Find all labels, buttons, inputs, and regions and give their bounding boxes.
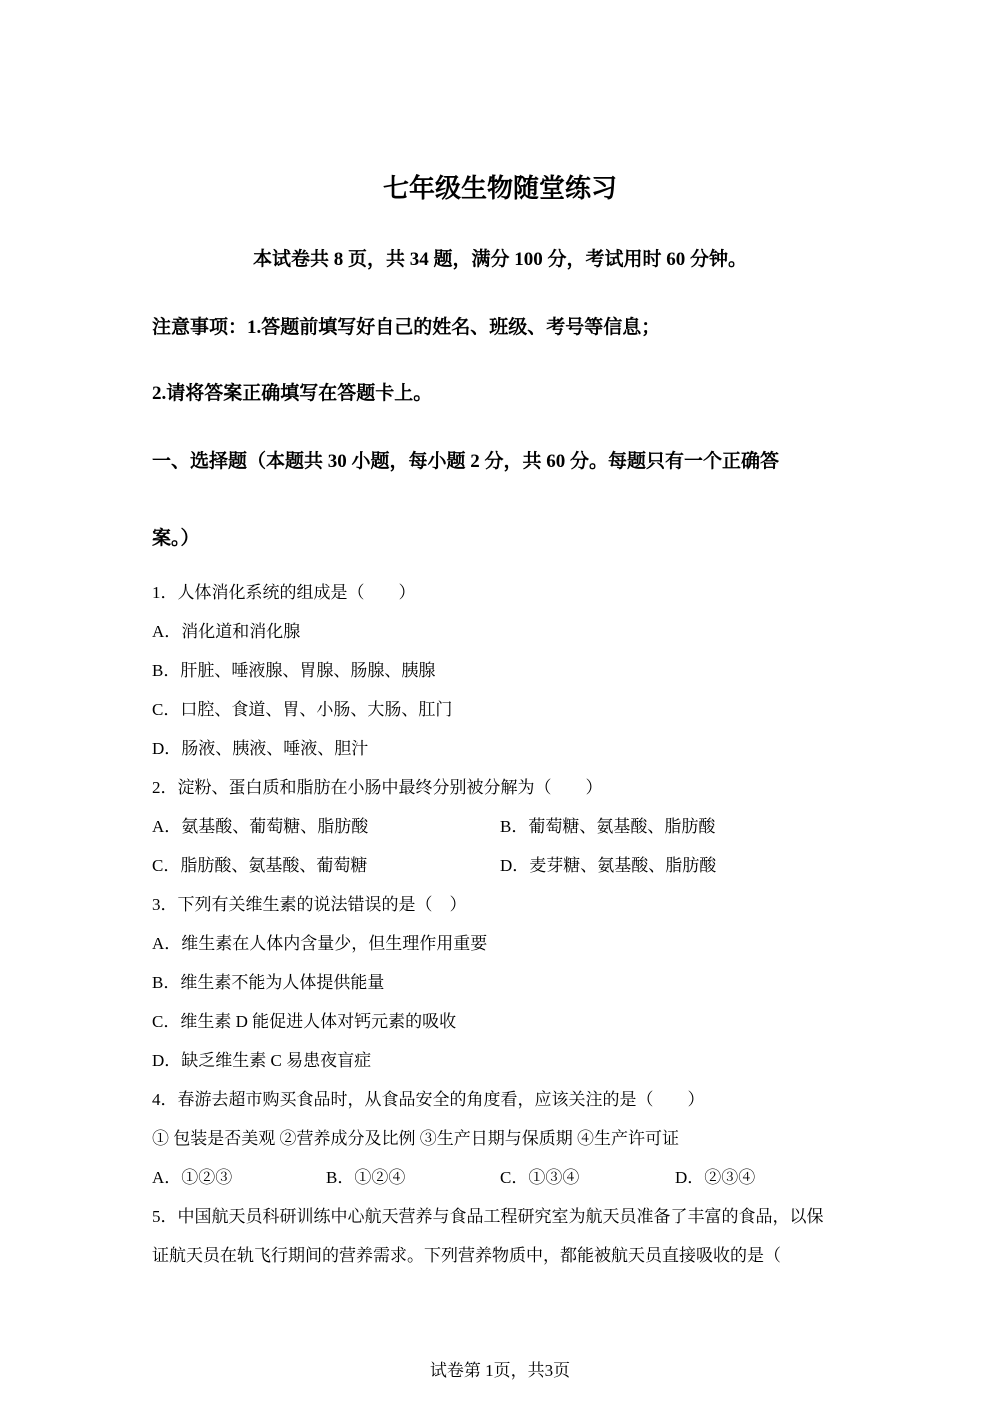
- question-3-option-b: B．维生素不能为人体提供能量: [152, 973, 385, 992]
- question-4-option-d: D．②③④: [675, 1168, 756, 1187]
- question-1-option-d: D．肠液、胰液、唾液、胆汁: [152, 739, 369, 758]
- question-3-option-a: A．维生素在人体内含量少，但生理作用重要: [152, 934, 488, 953]
- question-4-option-c: C．①③④: [500, 1168, 580, 1187]
- question-3-option-c: C．维生素 D 能促进人体对钙元素的吸收: [152, 1012, 457, 1031]
- question-5-stem: 5．中国航天员科研训练中心航天营养与食品工程研究室为航天员准备了丰富的食品，以保: [152, 1207, 824, 1226]
- question-3-option-d: D．缺乏维生素 C 易患夜盲症: [152, 1051, 372, 1070]
- question-4-stem: 4．春游去超市购买食品时，从食品安全的角度看，应该关注的是（ ）: [152, 1090, 705, 1109]
- page-footer: 试卷第 1页，共3页: [429, 1361, 571, 1380]
- question-2-option-a: A．氨基酸、葡萄糖、脂肪酸: [152, 817, 369, 836]
- question-4-items: ① 包装是否美观 ②营养成分及比例 ③生产日期与保质期 ④生产许可证: [152, 1129, 679, 1148]
- section-heading-continued: 案。）: [152, 528, 200, 549]
- question-5-stem-continued: 证航天员在轨飞行期间的营养需求。下列营养物质中，都能被航天员直接吸收的是（: [152, 1246, 781, 1265]
- page-title: 七年级生物随堂练习: [382, 174, 617, 204]
- notice-line-2: 2.请将答案正确填写在答题卡上。: [152, 383, 433, 404]
- section-heading: 一、选择题（本题共 30 小题，每小题 2 分，共 60 分。每题只有一个正确答: [152, 451, 780, 472]
- question-2-option-b: B．葡萄糖、氨基酸、脂肪酸: [500, 817, 716, 836]
- question-1-option-b: B．肝脏、唾液腺、胃腺、肠腺、胰腺: [152, 661, 436, 680]
- question-1-stem: 1．人体消化系统的组成是（ ）: [152, 583, 416, 602]
- question-4-option-a: A．①②③: [152, 1168, 233, 1187]
- question-3-stem: 3．下列有关维生素的说法错误的是（ ）: [152, 895, 467, 914]
- question-2-option-d: D．麦芽糖、氨基酸、脂肪酸: [500, 856, 717, 875]
- notice-line-1: 注意事项：1.答题前填写好自己的姓名、班级、考号等信息；: [152, 317, 661, 338]
- question-2-stem: 2．淀粉、蛋白质和脂肪在小肠中最终分别被分解为（ ）: [152, 778, 603, 797]
- question-2-option-c: C．脂肪酸、氨基酸、葡萄糖: [152, 856, 368, 875]
- question-1-option-a: A．消化道和消化腺: [152, 622, 301, 641]
- question-4-option-b: B．①②④: [326, 1168, 406, 1187]
- question-1-option-c: C．口腔、食道、胃、小肠、大肠、肛门: [152, 700, 453, 719]
- exam-info: 本试卷共 8 页，共 34 题，满分 100 分，考试用时 60 分钟。: [252, 249, 747, 270]
